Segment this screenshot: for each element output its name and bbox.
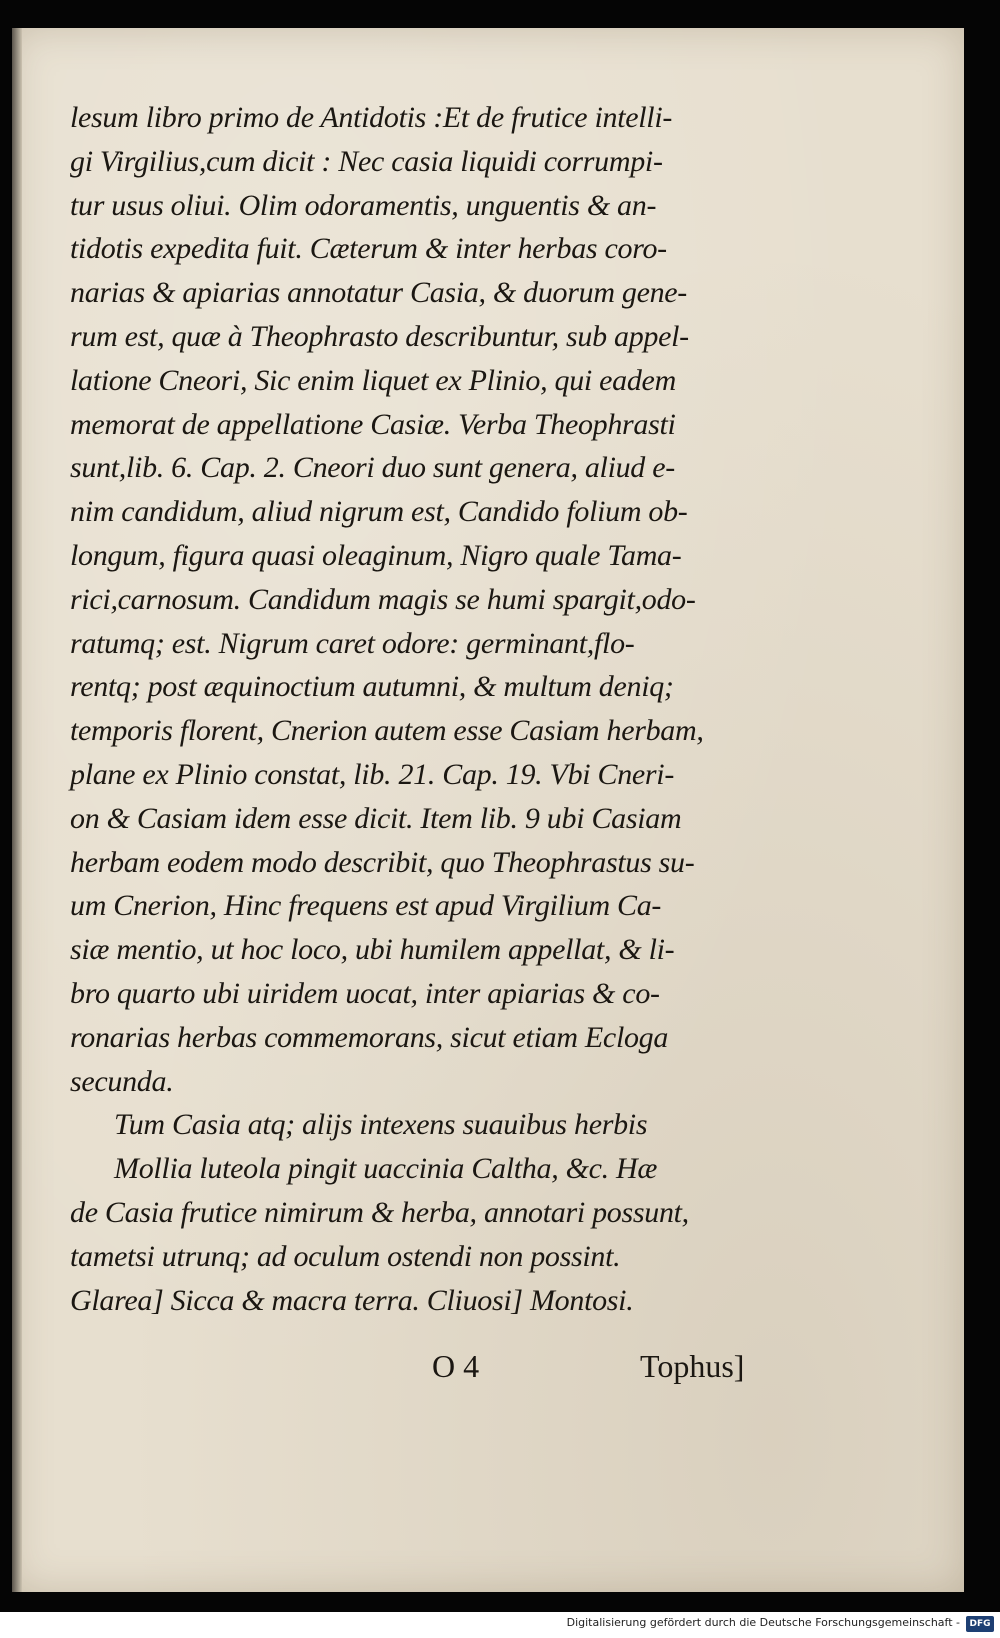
signature-mark: O 4 [432,1348,480,1384]
text-line: de Casia frutice nimirum & herba, annotari possunt, [70,1195,689,1229]
funding-credit-text: Digitalisierung gefördert durch die Deutsche Forschungsgemeinschaft - [566,1616,960,1629]
digitization-credit-bar [0,1612,1000,1638]
verse-line: Tum Casia atq; alijs intexens suauibus herbis [114,1108,648,1142]
page-footer [70,1348,830,1392]
text-line: secunda. [70,1064,174,1098]
text-line: temporis florent, Cnerion autem esse Casiam herbam, [70,714,704,748]
body-text [70,96,800,1322]
text-line: rici,carnosum. Candidum magis se humi spargit,odo- [70,582,696,616]
text-line: memorat de appellatione Casiæ. Verba Theophrasti [70,407,676,441]
text-line: tametsi utrunq; ad oculum ostendi non possint. [70,1239,621,1273]
text-line: latione Cneori, Sic enim liquet ex Plinio, qui eadem [70,363,676,397]
dfg-logo: DFG [966,1616,994,1632]
text-line: on & Casiam idem esse dicit. Item lib. 9 ubi Casiam [70,801,682,835]
text-line: nim candidum, aliud nigrum est, Candido folium ob- [70,495,688,529]
text-line: um Cnerion, Hinc frequens est apud Virgilium Ca- [70,889,662,923]
text-line: Glarea] Sicca & macra terra. Cliuosi] Montosi. [70,1283,634,1317]
text-line: plane ex Plinio constat, lib. 21. Cap. 19. Vbi Cneri- [70,757,675,791]
catchword: Tophus] [640,1348,745,1384]
text-line: rentq; post æquinoctium autumni, & multum deniq; [70,670,674,704]
text-line: tur usus oliui. Olim odoramentis, unguentis & an- [70,188,657,222]
text-line: siæ mentio, ut hoc loco, ubi humilem appellat, & li- [70,933,675,967]
text-line: longum, figura quasi oleaginum, Nigro quale Tama- [70,538,682,572]
text-line: ronarias herbas commemorans, sicut etiam Ecloga [70,1020,669,1054]
book-page [12,28,964,1592]
verse-line: Mollia luteola pingit uaccinia Caltha, &c. Hæ [114,1152,658,1186]
text-line: gi Virgilius,cum dicit : Nec casia liquidi corrumpi- [70,144,663,178]
text-line: lesum libro primo de Antidotis :Et de frutice intelli- [70,101,673,134]
text-line: tidotis expedita fuit. Cæterum & inter herbas coro- [70,232,667,266]
text-line: ratumq; est. Nigrum caret odore: germinant,flo- [70,626,635,660]
text-line: bro quarto ubi uiridem uocat, inter apiarias & co- [70,976,660,1010]
page-binding-edge [12,28,22,1592]
text-line: narias & apiarias annotatur Casia, & duorum gene- [70,276,687,310]
text-line: herbam eodem modo describit, quo Theophrastus su- [70,845,695,879]
text-line: sunt,lib. 6. Cap. 2. Cneori duo sunt genera, aliud e- [70,451,675,485]
text-line: rum est, quæ à Theophrasto describuntur, sub appel- [70,319,689,353]
